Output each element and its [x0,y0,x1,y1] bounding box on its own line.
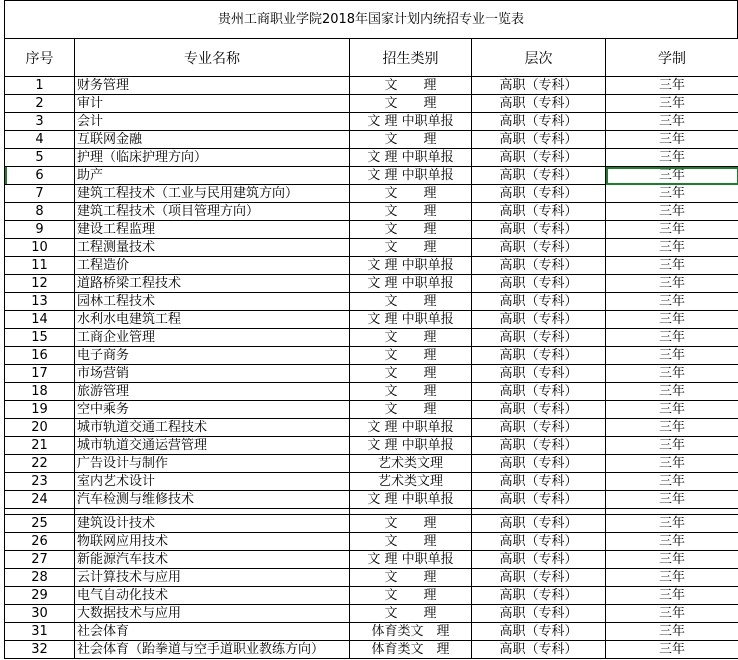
majors-table [4,38,738,659]
cell-major[interactable]: 广告设计与制作 [75,455,350,473]
cell-no[interactable]: 8 [5,203,75,221]
cell-level[interactable]: 高职（专科） [472,347,606,365]
table-row [5,149,738,167]
cell-category[interactable]: 文 理 中职单报 [350,311,472,329]
cell-level[interactable]: 高职（专科） [472,329,606,347]
cell-level[interactable]: 高职（专科） [472,401,606,419]
cell-duration[interactable]: 三年 [606,95,738,113]
cell-level[interactable]: 高职（专科） [472,587,606,605]
cell-level[interactable]: 高职（专科） [472,437,606,455]
cell-major[interactable]: 建筑设计技术 [75,515,350,533]
cell-category[interactable]: 文 理 [350,95,472,113]
cell-no[interactable]: 4 [5,131,75,149]
cell-level[interactable]: 高职（专科） [472,569,606,587]
cell-level[interactable]: 高职（专科） [472,311,606,329]
cell-duration[interactable]: 三年 [606,383,738,401]
cell-no[interactable]: 18 [5,383,75,401]
cell-major[interactable]: 水利水电建筑工程 [75,311,350,329]
cell-major[interactable]: 会计 [75,113,350,131]
cell-category[interactable]: 文 理 [350,569,472,587]
table-row [5,419,738,437]
cell-major[interactable]: 新能源汽车技术 [75,551,350,569]
table-row [5,587,738,605]
cell-duration[interactable]: 三年 [606,551,738,569]
header-row [5,39,738,77]
cell-major[interactable]: 助产 [75,167,350,185]
cell-no[interactable]: 26 [5,533,75,551]
cell-no[interactable]: 29 [5,587,75,605]
cell-major[interactable]: 工商企业管理 [75,329,350,347]
cell-no[interactable]: 11 [5,257,75,275]
cell-level[interactable]: 高职（专科） [472,167,606,185]
table-row [5,569,738,587]
cell-category[interactable]: 文 理 [350,329,472,347]
cell-no[interactable]: 24 [5,491,75,509]
table-row [5,275,738,293]
cell-level[interactable]: 高职（专科） [472,113,606,131]
table-row [5,455,738,473]
cell-major[interactable]: 电子商务 [75,347,350,365]
cell-major[interactable]: 建筑工程技术（项目管理方向） [75,203,350,221]
cell-category[interactable]: 文 理 中职单报 [350,257,472,275]
cell-major[interactable]: 大数据技术与应用 [75,605,350,623]
cell-no[interactable]: 6 [5,167,75,185]
cell-category[interactable]: 文 理 [350,401,472,419]
sheet-title[interactable]: 贵州工商职业学院2018年国家计划内统招专业一览表 [4,0,738,38]
table-row [5,515,738,533]
cell-category[interactable]: 体育类文 理 [350,623,472,641]
cell-no[interactable]: 32 [5,641,75,659]
cell-major[interactable]: 市场营销 [75,365,350,383]
cell-level[interactable]: 高职（专科） [472,257,606,275]
cell-major[interactable]: 园林工程技术 [75,293,350,311]
cell-major[interactable]: 汽车检测与维修技术 [75,491,350,509]
cell-level[interactable]: 高职（专科） [472,275,606,293]
cell-level[interactable]: 高职（专科） [472,491,606,509]
cell-no[interactable]: 10 [5,239,75,257]
cell-category[interactable]: 文 理 [350,77,472,95]
cell-duration[interactable]: 三年 [606,149,738,167]
cell-no[interactable]: 14 [5,311,75,329]
table-row [5,491,738,509]
cell-duration[interactable]: 三年 [606,365,738,383]
cell-no[interactable]: 31 [5,623,75,641]
cell-level[interactable]: 高职（专科） [472,131,606,149]
cell-duration[interactable]: 三年 [606,275,738,293]
cell-category[interactable]: 文 理 [350,347,472,365]
table-row [5,329,738,347]
cell-category[interactable]: 文 理 [350,293,472,311]
cell-major[interactable]: 护理（临床护理方向） [75,149,350,167]
cell-level[interactable]: 高职（专科） [472,77,606,95]
cell-no[interactable]: 2 [5,95,75,113]
table-row [5,365,738,383]
cell-category[interactable]: 文 理 中职单报 [350,149,472,167]
cell-category[interactable]: 文 理 [350,605,472,623]
cell-duration[interactable]: 三年 [606,347,738,365]
cell-no[interactable]: 23 [5,473,75,491]
cell-duration[interactable]: 三年 [606,113,738,131]
table-row [5,257,738,275]
cell-major[interactable]: 物联网应用技术 [75,533,350,551]
table-row [5,401,738,419]
table-row [5,347,738,365]
cell-duration[interactable]: 三年 [606,455,738,473]
cell-major[interactable]: 空中乘务 [75,401,350,419]
cell-major[interactable]: 旅游管理 [75,383,350,401]
header-no[interactable]: 序号 [5,39,75,77]
table-row [5,221,738,239]
cell-category[interactable]: 文 理 [350,131,472,149]
cell-level[interactable]: 高职（专科） [472,419,606,437]
cell-category[interactable]: 文 理 中职单报 [350,491,472,509]
table-row [5,473,738,491]
cell-duration[interactable]: 三年 [606,239,738,257]
cell-category[interactable]: 文 理 [350,203,472,221]
cell-no[interactable]: 13 [5,293,75,311]
cell-duration[interactable]: 三年 [606,515,738,533]
cell-category[interactable]: 文 理 [350,533,472,551]
cell-major[interactable]: 财务管理 [75,77,350,95]
table-row [5,77,738,95]
cell-duration[interactable]: 三年 [606,185,738,203]
cell-category[interactable]: 文 理 中职单报 [350,437,472,455]
cell-level[interactable]: 高职（专科） [472,473,606,491]
cell-category[interactable]: 文 理 中职单报 [350,167,472,185]
cell-duration[interactable]: 三年 [606,587,738,605]
cell-category[interactable]: 文 理 [350,383,472,401]
cell-major[interactable]: 社会体育（跆拳道与空手道职业教练方向） [75,641,350,659]
cell-level[interactable]: 高职（专科） [472,365,606,383]
cell-no[interactable]: 7 [5,185,75,203]
cell-level[interactable]: 高职（专科） [472,383,606,401]
cell-major[interactable]: 室内艺术设计 [75,473,350,491]
table-row [5,185,738,203]
cell-category[interactable]: 文 理 中职单报 [350,275,472,293]
cell-duration[interactable]: 三年 [606,293,738,311]
cell-level[interactable]: 高职（专科） [472,623,606,641]
cell-no[interactable]: 17 [5,365,75,383]
cell-no[interactable]: 20 [5,419,75,437]
table-row [5,383,738,401]
cell-duration[interactable]: 三年 [606,131,738,149]
cell-level[interactable]: 高职（专科） [472,149,606,167]
cell-category[interactable]: 文 理 [350,185,472,203]
table-row [5,641,738,659]
table-row [5,239,738,257]
cell-duration[interactable]: 三年 [606,329,738,347]
cell-level[interactable]: 高职（专科） [472,239,606,257]
cell-no[interactable]: 21 [5,437,75,455]
table-row [5,95,738,113]
cell-no[interactable]: 25 [5,515,75,533]
cell-major[interactable]: 社会体育 [75,623,350,641]
cell-duration[interactable]: 三年 [606,437,738,455]
table-row [5,623,738,641]
cell-category[interactable]: 文 理 [350,587,472,605]
cell-level[interactable]: 高职（专科） [472,221,606,239]
cell-no[interactable]: 15 [5,329,75,347]
cell-no[interactable]: 3 [5,113,75,131]
cell-category[interactable]: 文 理 中职单报 [350,113,472,131]
cell-duration[interactable]: 三年 [606,257,738,275]
cell-duration[interactable]: 三年 [606,221,738,239]
table-row [5,203,738,221]
cell-major[interactable]: 城市轨道交通运营管理 [75,437,350,455]
cell-duration[interactable]: 三年 [606,419,738,437]
cell-major[interactable]: 道路桥梁工程技术 [75,275,350,293]
cell-level[interactable]: 高职（专科） [472,551,606,569]
cell-level[interactable]: 高职（专科） [472,533,606,551]
cell-level[interactable]: 高职（专科） [472,515,606,533]
cell-category[interactable]: 文 理 [350,365,472,383]
table-row [5,437,738,455]
cell-category[interactable]: 体育类文 理 [350,641,472,659]
cell-no[interactable]: 19 [5,401,75,419]
cell-major[interactable]: 工程测量技术 [75,239,350,257]
cell-major[interactable]: 云计算技术与应用 [75,569,350,587]
cell-duration[interactable]: 三年 [606,77,738,95]
cell-no[interactable]: 5 [5,149,75,167]
cell-major[interactable]: 建筑工程技术（工业与民用建筑方向） [75,185,350,203]
cell-major[interactable]: 城市轨道交通工程技术 [75,419,350,437]
header-major[interactable]: 专业名称 [75,39,350,77]
header-duration[interactable]: 学制 [606,39,738,77]
cell-no[interactable]: 22 [5,455,75,473]
cell-duration[interactable]: 三年 [606,473,738,491]
cell-duration[interactable]: 三年 [606,641,738,659]
cell-level[interactable]: 高职（专科） [472,605,606,623]
cell-duration[interactable]: 三年 [606,605,738,623]
table-row [5,113,738,131]
cell-category[interactable]: 艺术类文理 [350,473,472,491]
table-row [5,167,738,185]
table-row [5,551,738,569]
cell-no[interactable]: 9 [5,221,75,239]
cell-category[interactable]: 文 理 [350,221,472,239]
cell-category[interactable]: 艺术类文理 [350,455,472,473]
cell-duration[interactable]: 三年 [606,311,738,329]
cell-no[interactable]: 16 [5,347,75,365]
cell-category[interactable]: 文 理 中职单报 [350,419,472,437]
header-level[interactable]: 层次 [472,39,606,77]
cell-category[interactable]: 文 理 [350,239,472,257]
cell-no[interactable]: 27 [5,551,75,569]
cell-no[interactable]: 1 [5,77,75,95]
cell-no[interactable]: 12 [5,275,75,293]
cell-major[interactable]: 工程造价 [75,257,350,275]
cell-level[interactable]: 高职（专科） [472,203,606,221]
cell-major[interactable]: 互联网金融 [75,131,350,149]
cell-no[interactable]: 30 [5,605,75,623]
cell-level[interactable]: 高职（专科） [472,455,606,473]
table-row [5,605,738,623]
cell-no[interactable]: 28 [5,569,75,587]
cell-duration[interactable]: 三年 [606,569,738,587]
header-category[interactable]: 招生类别 [350,39,472,77]
cell-level[interactable]: 高职（专科） [472,641,606,659]
cell-major[interactable]: 电气自动化技术 [75,587,350,605]
table-row [5,131,738,149]
cell-duration[interactable]: 三年 [606,533,738,551]
cell-major[interactable]: 建设工程监理 [75,221,350,239]
cell-category[interactable]: 文 理 [350,515,472,533]
cell-category[interactable]: 文 理 中职单报 [350,551,472,569]
cell-duration[interactable]: 三年 [606,623,738,641]
cell-level[interactable]: 高职（专科） [472,95,606,113]
table-row [5,311,738,329]
cell-major[interactable]: 审计 [75,95,350,113]
table-row [5,293,738,311]
cell-level[interactable]: 高职（专科） [472,185,606,203]
cell-duration[interactable]: 三年 [606,401,738,419]
cell-duration[interactable]: 三年 [606,491,738,509]
cell-duration[interactable]: 三年 [606,203,738,221]
cell-duration[interactable]: 三年 [606,167,738,185]
cell-level[interactable]: 高职（专科） [472,293,606,311]
table-row [5,533,738,551]
